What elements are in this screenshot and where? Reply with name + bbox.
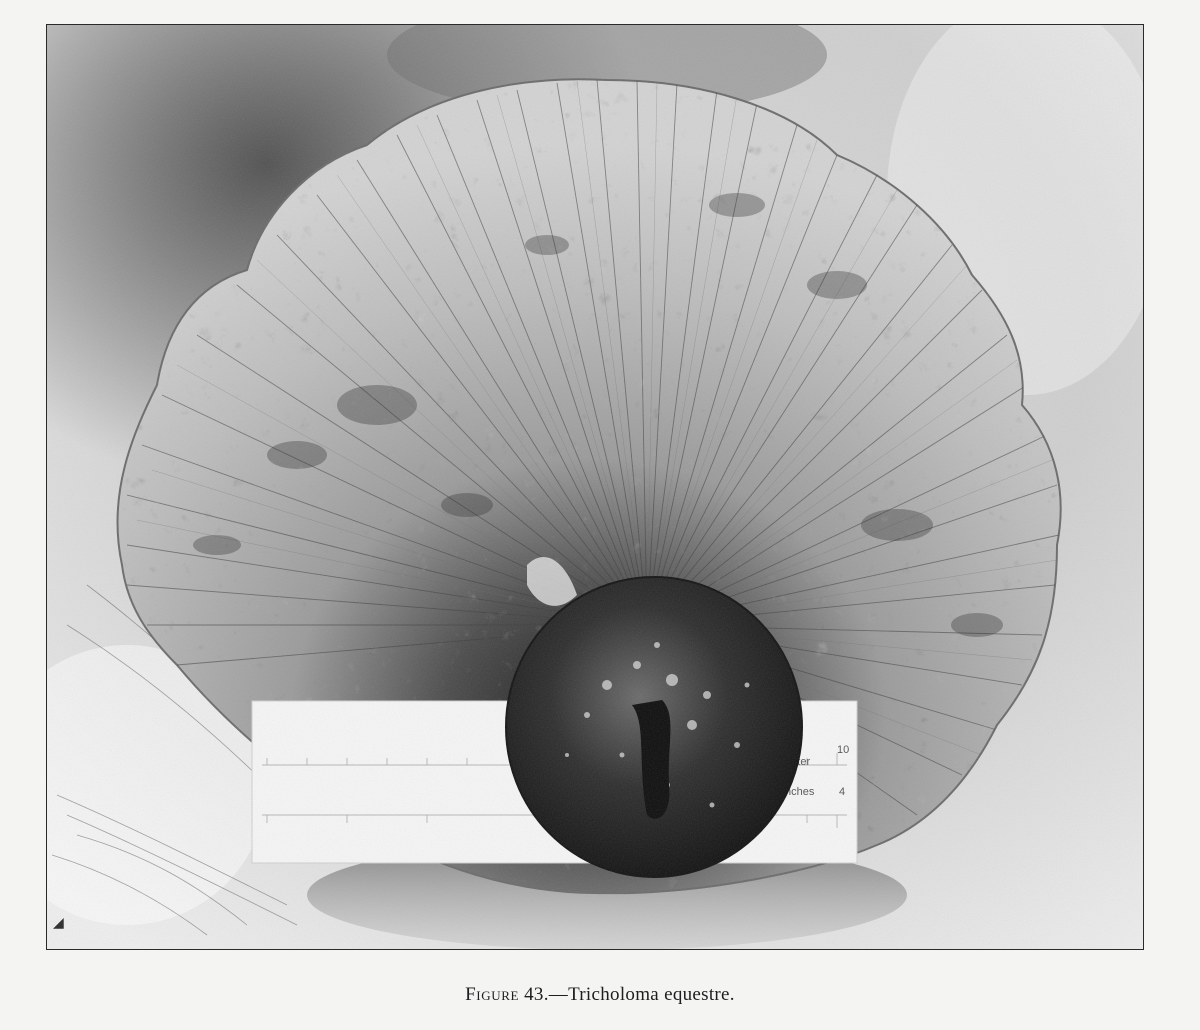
- figure-separator: —: [548, 984, 569, 1005]
- figure-title: Tricholoma equestre.: [568, 984, 735, 1005]
- figure-caption: [0, 984, 1200, 1006]
- figure-number: 43.: [524, 984, 549, 1005]
- plate-corner-mark: ◢: [53, 914, 64, 930]
- figure-label: Figure: [465, 984, 520, 1005]
- plate-photo: [47, 25, 1143, 949]
- photographic-plate: [46, 24, 1144, 950]
